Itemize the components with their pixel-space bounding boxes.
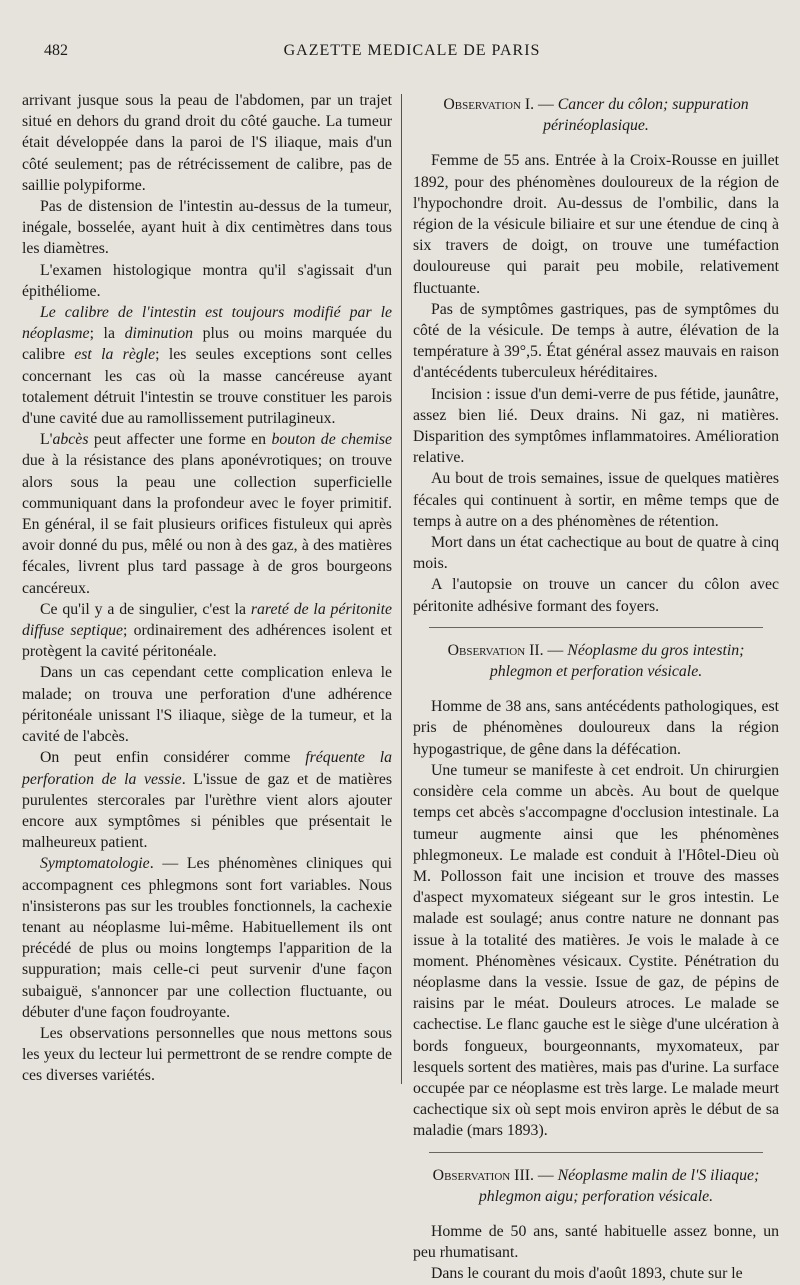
emphasis: abcès [52, 431, 89, 449]
paragraph: Dans un cas cependant cette complication enleva le malade; on trouva une perforation d'une adhérence péritonéale unissant l'S iliaque, siège de la tumeur, et la cavité de l'abcès. [22, 664, 392, 746]
observation-label: Observation III. [432, 1166, 534, 1184]
paragraph: Pas de distension de l'intestin au-dessus de la tumeur, inégale, bosselée, ayant huit à dix centimètres dans tous les diamètres. [22, 198, 392, 258]
text: . — Les phénomènes cliniques qui accompagnent ces phlegmons sont fort variables. Nous n'insisterons pas sur les troubles fonctionnels, la cachexie tenant au néoplasme lui-même. Habituellement ils ont précédé de plus ou moins longtemps l'apparition de la suppuration; mais celle-ci peut survenir d'une façon subaiguë, s'annoncer par une collection fluctuante, ou débuter d'une façon foudroyante. [22, 855, 392, 1021]
emphasis: fréquente la perforation de la vessie [22, 749, 392, 788]
paragraph: Une tumeur se manifeste à cet endroit. Un chirurgien considère cela comme un abcès. Au bout de quelque temps cet abcès s'accompagne d'occlusion intestinale. La tumeur augmente ainsi que les phénomènes phlegmoneux. Le malade est conduit à l'Hôtel-Dieu où M. Pollosson fait une incision et trouve des masses d'aspect myxomateux siégeant sur le gros intestin. Le malade est soulagé; anus contre nature ne donnant pas issue à la totalité des matières. Je vois le malade à ce moment. Phénomènes vésicaux. Cystite. Pénétration du néoplasme dans la vessie. Issue de gaz, de pépins de raisins par le méat. Douleurs atroces. Le malade se cachectise. Le flanc gauche est le siège d'une ulcération à bords fongueux, bourgeonnants, myxomateux, par lesquels sortent des matières, mais pas d'urine. La surface occupée par ce néoplasme est très large. Le malade meurt cachectique six où sept mois environ après le début de sa maladie (mars 1893). [413, 761, 779, 1140]
text: ; la [89, 325, 125, 343]
text: ; ordinairement des adhérences isolent et protègent la cavité péritonéale. [22, 622, 392, 661]
page-number: 482 [44, 42, 68, 59]
text: Ce qu'il y a de singulier, c'est la [40, 600, 251, 618]
paragraph: Mort dans un état cachectique au bout de quatre à cinq mois. [413, 534, 779, 573]
paragraph: Homme de 38 ans, sans antécédents pathologiques, est pris de phénomènes douloureux dans la région hypogastrique, de gêne dans la défécation. [413, 698, 779, 758]
emphasis: diminution [124, 325, 194, 343]
observation-heading: Observation III. — Néoplasme malin de l'S iliaque; phlegmon aigu; perforation vésicale. [432, 1166, 760, 1205]
section-heading: Symptomatologie [40, 855, 150, 873]
observation-title: Néoplasme du gros intestin; phlegmon et perforation vésicale. [489, 641, 745, 681]
observation-label: Observation II. [447, 641, 544, 659]
paragraph [22, 853, 392, 1023]
section-rule [429, 1152, 763, 1153]
paragraph [22, 747, 392, 853]
observation-heading: Observation I. — Cancer du côlon; suppuration périnéoplasique. [443, 96, 749, 135]
observation-heading: Observation II. — Néoplasme du gros intestin; phlegmon et perforation vésicale. [447, 641, 745, 681]
paragraph: Dans le courant du mois d'août 1893, chute sur le [431, 1265, 743, 1283]
paragraph: A l'autopsie on trouve un cancer du côlon avec péritonite adhésive formant des foyers. [413, 576, 779, 615]
text: On peut enfin considérer comme [40, 749, 306, 767]
text: due à la résistance des plans aponévrotiques; on trouve alors sous la peau une collection superficielle communiquant dans la profondeur avec le foyer primitif. En général, il se fait plusieurs orifices fistuleux qui après avoir donné du pus, mêlé ou non à des gaz, à des matières fécales, livrent plus tard passage à de gros bourgeons cancéreux. [22, 452, 392, 597]
observation-title: Néoplasme malin de l'S iliaque; phlegmon aigu; perforation vésicale. [478, 1166, 760, 1205]
observation-label: Observation I. [443, 96, 535, 113]
paragraph: Homme de 50 ans, santé habituelle assez bonne, un peu rhumatisant. [413, 1222, 779, 1262]
observation-title: Cancer du côlon; suppuration périnéoplasique. [543, 96, 749, 135]
emphasis: rareté de la péritonite diffuse septique [22, 600, 392, 640]
left-column [22, 90, 392, 1087]
paragraph: Pas de symptômes gastriques, pas de symptômes du côté de la vésicule. De temps à autre, élévation de la température à 39°,5. État général assez mauvais en raison d'antécédents tuberculeux héréditaires. [413, 300, 779, 382]
paragraph: Au bout de trois semaines, issue de quelques matières fécales qui continuent à sortir, en même temps que de temps à autre on a des phénomènes de rétention. [413, 470, 779, 530]
paragraph: Femme de 55 ans. Entrée à la Croix-Rousse en juillet 1892, pour des phénomènes douloureux de la région de l'hypochondre droit. Au-dessus de l'ombilic, dans la région de la vésicule biliaire et sur une étendue de cinq à six travers de doigt, on trouve une tuméfaction douloureuse qui parait peu mobile, relativement fluctuante. [413, 152, 779, 297]
text: peut affecter une forme en [88, 431, 272, 449]
emphasis: est la règle [74, 346, 156, 364]
paragraph: arrivant jusque sous la peau de l'abdomen, par un trajet situé en dehors du grand droit du côté gauche. La tumeur était développée dans la paroi de l'S iliaque, mais d'un côté seulement; pas de rétrécissement de calibre, pas de saillie polypiforme. [22, 92, 392, 194]
text: . L'issue de gaz et de matières purulentes stercorales par l'urèthre vient alors ajouter encore aux symptômes si pénibles que présentait le malheureux patient. [22, 770, 392, 852]
journal-title: GAZETTE MEDICALE DE PARIS [283, 42, 541, 59]
paragraph [22, 599, 392, 663]
section-rule [429, 627, 763, 628]
text: L' [40, 431, 53, 449]
page-header [44, 42, 780, 66]
paragraph: L'examen histologique montra qu'il s'agissait d'un épithéliome. [22, 261, 392, 300]
paragraph [22, 429, 392, 599]
paragraph: Incision : issue d'un demi-verre de pus fétide, jaunâtre, assez bien lié. Deux drains. Ni gaz, ni matières. Disparition des symptômes inflammatoires. Amélioration relative. [413, 385, 779, 467]
text: ; les seules exceptions sont celles concernant les cas où la masse cancéreuse ayant totalement détruit l'intestin se trouve constituer les parois d'une cavité due au ramollissement putrilagineux. [22, 346, 392, 428]
paragraph [22, 302, 392, 429]
text: plus ou moins marquée du calibre [22, 325, 392, 364]
paragraph: Les observations personnelles que nous mettons sous les yeux du lecteur lui permettront de se rendre compte de ces diverses variétés. [22, 1024, 392, 1085]
column-divider [401, 94, 402, 1084]
emphasis: bouton de chemise [271, 431, 392, 449]
emphasis: Le calibre de l'intestin est toujours modifié par le néoplasme [22, 304, 392, 343]
right-column [413, 94, 779, 1285]
